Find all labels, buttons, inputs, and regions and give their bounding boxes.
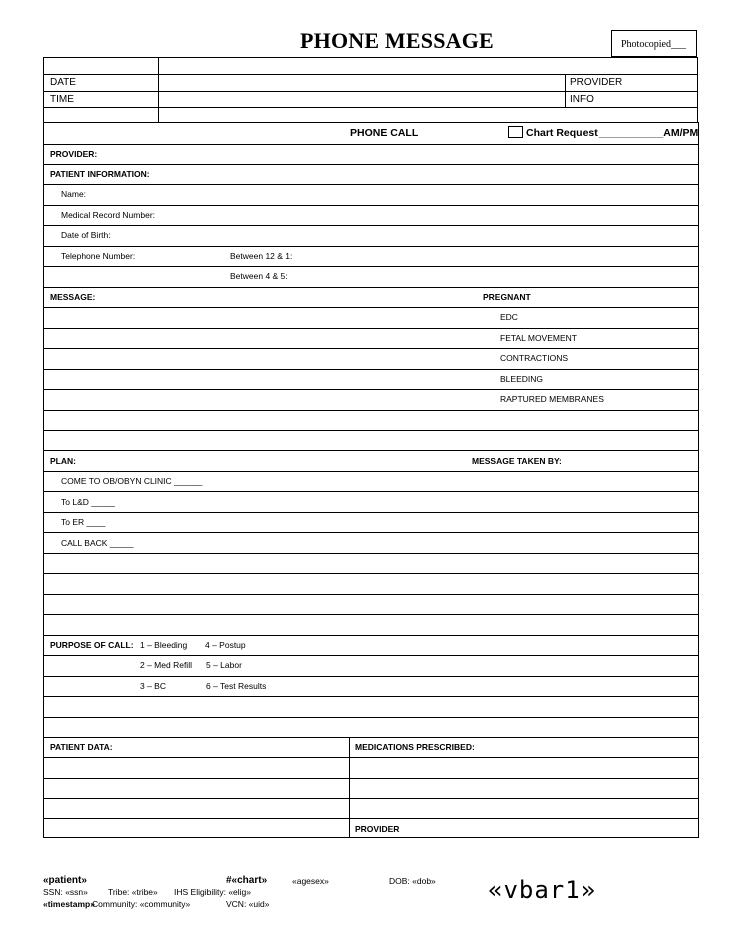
date-label: DATE — [50, 77, 76, 88]
message-taken-by-label: MESSAGE TAKEN BY: — [472, 456, 562, 466]
dob-field: DOB: «dob» — [389, 876, 436, 886]
patient-info-heading: PATIENT INFORMATION: — [50, 169, 150, 179]
chart-field: #«chart» — [226, 875, 268, 886]
pregnant-heading: PREGNANT — [483, 292, 531, 302]
list-item: 3 – BC — [140, 681, 166, 691]
list-item: CALL BACK _____ — [61, 538, 134, 548]
header-row — [44, 58, 697, 75]
header-table — [43, 57, 698, 123]
between-12-1-label: Between 12 & 1: — [230, 251, 293, 261]
photocopied-label: Photocopied___ — [621, 39, 686, 50]
patient-field: «patient» — [43, 875, 87, 886]
chart-request-checkbox[interactable] — [508, 126, 523, 138]
info-label: INFO — [570, 94, 594, 105]
header-divider — [565, 75, 566, 108]
page-title: PHONE MESSAGE — [300, 28, 494, 53]
ihs-eligibility-field: IHS Eligibility: «elig» — [174, 887, 252, 897]
list-item: 5 – Labor — [206, 660, 242, 670]
plan-heading: PLAN: — [50, 456, 76, 466]
telephone-label: Telephone Number: — [61, 251, 136, 261]
provider-header-label: PROVIDER — [570, 77, 623, 88]
time-label: TIME — [50, 94, 74, 105]
provider-label: PROVIDER: — [50, 149, 98, 159]
chart-request-label: Chart Request — [526, 127, 598, 139]
patient-data-heading: PATIENT DATA: — [50, 742, 113, 752]
medications-heading: MEDICATIONS PRESCRIBED: — [355, 742, 475, 752]
phone-call-label: PHONE CALL — [350, 127, 419, 139]
photocopied-box[interactable] — [611, 30, 697, 57]
community-field: Community: «community» — [92, 899, 191, 909]
timestamp-field: «timestamp» — [43, 899, 95, 909]
list-item: FETAL MOVEMENT — [500, 333, 577, 343]
list-item: To ER ____ — [61, 517, 106, 527]
list-item: CONTRACTIONS — [500, 353, 568, 363]
bottom-provider-label: PROVIDER — [355, 824, 400, 834]
list-item: COME TO OB/OBYN CLINIC ______ — [61, 476, 203, 486]
mrn-label: Medical Record Number: — [61, 210, 156, 220]
header-divider — [158, 58, 159, 122]
form-table — [43, 122, 699, 838]
list-item: 6 – Test Results — [206, 681, 267, 691]
vcn-field: VCN: «uid» — [226, 899, 270, 909]
list-item: RAPTURED MEMBRANES — [500, 394, 604, 404]
list-item: 4 – Postup — [205, 640, 246, 650]
list-item: 1 – Bleeding — [140, 640, 188, 650]
message-heading: MESSAGE: — [50, 292, 96, 302]
list-item: To L&D _____ — [61, 497, 115, 507]
list-item: BLEEDING — [500, 374, 543, 384]
ampm-field[interactable]: ___________AM/PM — [599, 127, 699, 139]
barcode-placeholder: «vbar1» — [488, 876, 597, 904]
name-label: Name: — [61, 189, 87, 199]
tribe-field: Tribe: «tribe» — [108, 887, 158, 897]
header-row — [44, 92, 697, 108]
purpose-heading: PURPOSE OF CALL: — [50, 640, 134, 650]
between-4-5-label: Between 4 & 5: — [230, 271, 288, 281]
dob-label: Date of Birth: — [61, 230, 111, 240]
agesex-field: «agesex» — [292, 876, 329, 886]
list-item: 2 – Med Refill — [140, 660, 192, 670]
list-item: EDC — [500, 312, 518, 322]
ssn-field: SSN: «ssn» — [43, 887, 88, 897]
